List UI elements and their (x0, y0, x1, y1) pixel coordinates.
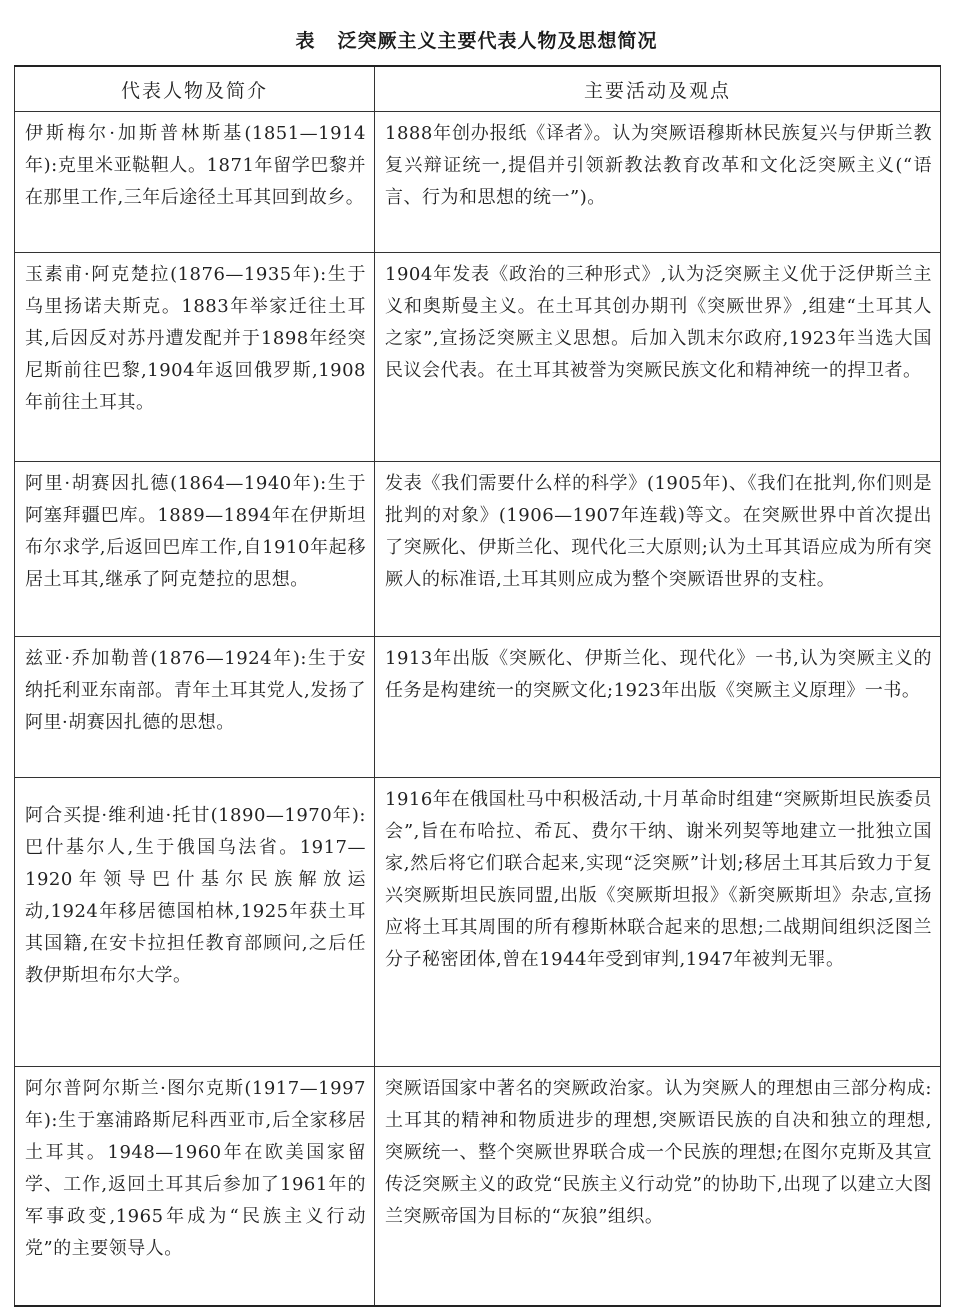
person-cell: 阿合买提·维利迪·托甘(1890—1970年):巴什基尔人,生于俄国乌法省。1917—1920年领导巴什基尔民族解放运动,1924年移居德国柏林,1925年获土耳其国籍,在安卡拉担任教育部顾问,之后任教伊斯坦布尔大学。 (15, 778, 375, 1067)
header-row (15, 66, 941, 112)
person-cell: 阿尔普阿尔斯兰·图尔克斯(1917—1997年):生于塞浦路斯尼科西亚市,后全家移居土耳其。1948—1960年在欧美国家留学、工作,返回土耳其后参加了1961年的军事政变,1965年成为“民族主义行动党”的主要领导人。 (15, 1067, 375, 1307)
table-title-text: 泛突厥主义主要代表人物及思想简况 (337, 30, 658, 52)
header-person: 代表人物及简介 (15, 66, 375, 112)
table-row (15, 112, 941, 253)
activities-cell: 1913年出版《突厥化、伊斯兰化、现代化》一书,认为突厥主义的任务是构建统一的突厥文化;1923年出版《突厥主义原理》一书。 (375, 637, 941, 778)
person-cell: 玉素甫·阿克楚拉(1876—1935年):生于乌里扬诺夫斯克。1883年举家迁往土耳其,后因反对苏丹遭发配并于1898年经突尼斯前往巴黎,1904年返回俄罗斯,1908年前往土耳其。 (15, 253, 375, 462)
activities-cell: 突厥语国家中著名的突厥政治家。认为突厥人的理想由三部分构成:土耳其的精神和物质进步的理想,突厥语民族的自决和独立的理想,突厥统一、整个突厥世界联合成一个民族的理想;在图尔克斯及其宣传泛突厥主义的政党“民族主义行动党”的协助下,出现了以建立大图兰突厥帝国为目标的“灰狼”组织。 (385, 1078, 932, 1227)
table-label: 表 (295, 30, 316, 52)
table-row (15, 637, 941, 778)
table-row (15, 778, 941, 1067)
table-row (15, 462, 941, 637)
activities-cell: 1904年发表《政治的三种形式》,认为泛突厥主义优于泛伊斯兰主义和奥斯曼主义。在土耳其创办期刊《突厥世界》,组建“土耳其人之家”,宣扬泛突厥主义思想。后加入凯末尔政府,1923年当选大国民议会代表。在土耳其被誉为突厥民族文化和精神统一的捍卫者。 (375, 253, 941, 462)
activities-cell: 1888年创办报纸《译者》。认为突厥语穆斯林民族复兴与伊斯兰教复兴辩证统一,提倡并引领新教法教育改革和文化泛突厥主义(“语言、行为和思想的统一”)。 (375, 112, 941, 253)
figures-table (14, 65, 941, 1307)
activities-cell: 1916年在俄国杜马中积极活动,十月革命时组建“突厥斯坦民族委员会”,旨在布哈拉、希瓦、费尔干纳、谢米列契等地建立一批独立国家,然后将它们联合起来,实现“泛突厥”计划;移居土耳其后致力于复兴突厥斯坦民族同盟,出版《突厥斯坦报》《新突厥斯坦》杂志,宣扬应将土耳其周围的所有穆斯林联合起来的思想;二战期间组织泛图兰分子秘密团体,曾在1944年受到审判,1947年被判无罪。 (375, 778, 941, 1067)
activities-cell: 发表《我们需要什么样的科学》(1905年)、《我们在批判,你们则是批判的对象》(1906—1907年连载)等文。在突厥世界中首次提出了突厥化、伊斯兰化、现代化三大原则;认为土耳其语应成为所有突厥人的标准语,土耳其则应成为整个突厥语世界的支柱。 (375, 462, 941, 637)
table-row (15, 1067, 941, 1307)
person-cell: 伊斯梅尔·加斯普林斯基(1851—1914年):克里米亚鞑靼人。1871年留学巴黎并在那里工作,三年后途径土耳其回到故乡。 (15, 112, 375, 253)
header-activities: 主要活动及观点 (375, 66, 941, 112)
person-cell: 兹亚·乔加勒普(1876—1924年):生于安纳托利亚东南部。青年土耳其党人,发扬了阿里·胡赛因扎德的思想。 (15, 637, 375, 778)
person-cell: 阿里·胡赛因扎德(1864—1940年):生于阿塞拜疆巴库。1889—1894年在伊斯坦布尔求学,后返回巴库工作,自1910年起移居土耳其,继承了阿克楚拉的思想。 (15, 462, 375, 637)
table-row (15, 253, 941, 462)
table-title (0, 26, 953, 53)
